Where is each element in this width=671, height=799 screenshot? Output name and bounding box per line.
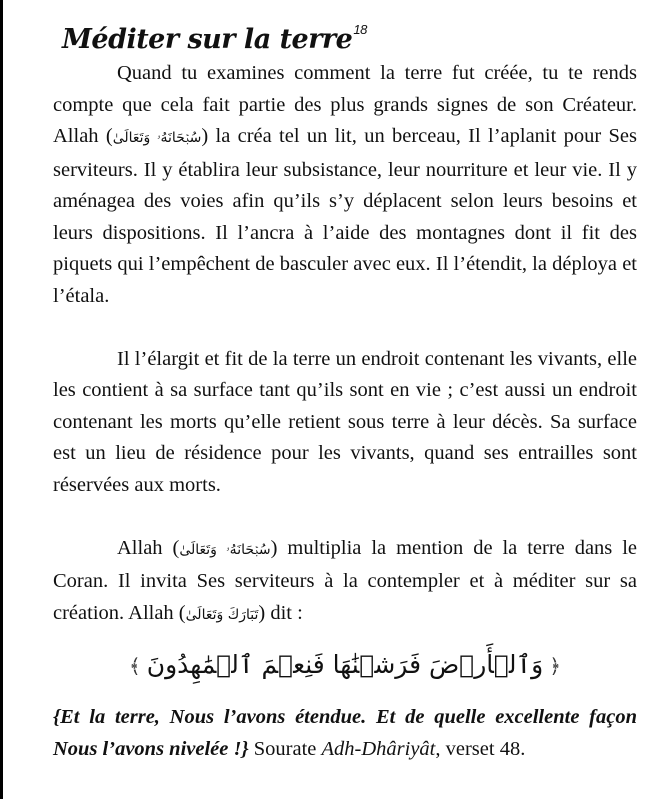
paragraph-2: Il l’élargit et fit de la terre un endroit contenant les vivants, elle les contient à sa surface tant qu’ils sont en vie ; c’est aussi un endroit contenant les morts qu’elle retient sous terre à leur décès. Sa surface est un lieu de résidence pour les vivants, quand ses entrailles sont réservées aux morts. — [53, 347, 637, 496]
footnote-reference: 18 — [353, 22, 367, 38]
paragraph-3-text-b: ) multiplia la mention de la terre dans le Coran. Il invita Ses serviteurs à la contempler et à méditer sur sa création. Allah ( — [53, 536, 637, 624]
paragraph-3 — [53, 533, 637, 632]
paragraph-3-text-a: Allah ( — [117, 536, 180, 559]
page-left-border — [0, 0, 3, 799]
quran-verse — [53, 643, 637, 688]
verse-arabic-text: وَٱلۡأَرۡضَ فَرَشۡنَٰهَا فَنِعۡمَ ٱلۡمَٰهِدُونَ — [146, 650, 544, 679]
verse-translation — [53, 702, 637, 765]
page-title — [62, 22, 367, 55]
paragraph-1-text-end: ) la créa tel un lit, un berceau, Il l’aplanit pour Ses serviteurs. Il y établira leur subsistance, leur nourriture et leur vie. Il y aménagea des voies afin qu’ils s’y déplacent selon leurs besoins et leurs dispositions. Il l’ancra à l’aide des montagnes dont il fit des piquets qui l’empêchent de basculer avec eux. Il l’étendit, la déploya et l’étala. — [53, 125, 637, 307]
arabic-eulogy: سُبۡحَانَهُۥ وَتَعَالَىٰ — [179, 541, 271, 558]
paragraph-1 — [53, 58, 637, 312]
arabic-eulogy: سُبۡحَانَهُۥ وَتَعَالَىٰ — [112, 130, 202, 146]
arabic-eulogy: تَبَارَكَ وَتَعَالَىٰ — [185, 606, 259, 623]
paragraph-3-text-c: ) dit : — [258, 601, 303, 624]
source-prefix: Sourate — [248, 737, 322, 760]
document-body — [53, 58, 637, 765]
verse-close-bracket-icon: ﴾ — [129, 654, 141, 678]
verse-open-bracket-icon: ﴿ — [549, 654, 561, 678]
page-title-text: Méditer sur la terre — [62, 24, 353, 56]
surah-name: Adh-Dhâriyât — [321, 737, 436, 760]
source-suffix: , verset 48. — [435, 737, 526, 760]
paragraph-1-text-start: Quand tu examines comment la terre fut créée, tu te rends compte que cela fait partie des plus grands signes de son Créateur. Allah ( — [53, 62, 637, 147]
translation-quote: {Et la terre, Nous l’avons étendue. Et de quelle excellente façon Nous l’avons nivelée !} — [53, 706, 637, 760]
